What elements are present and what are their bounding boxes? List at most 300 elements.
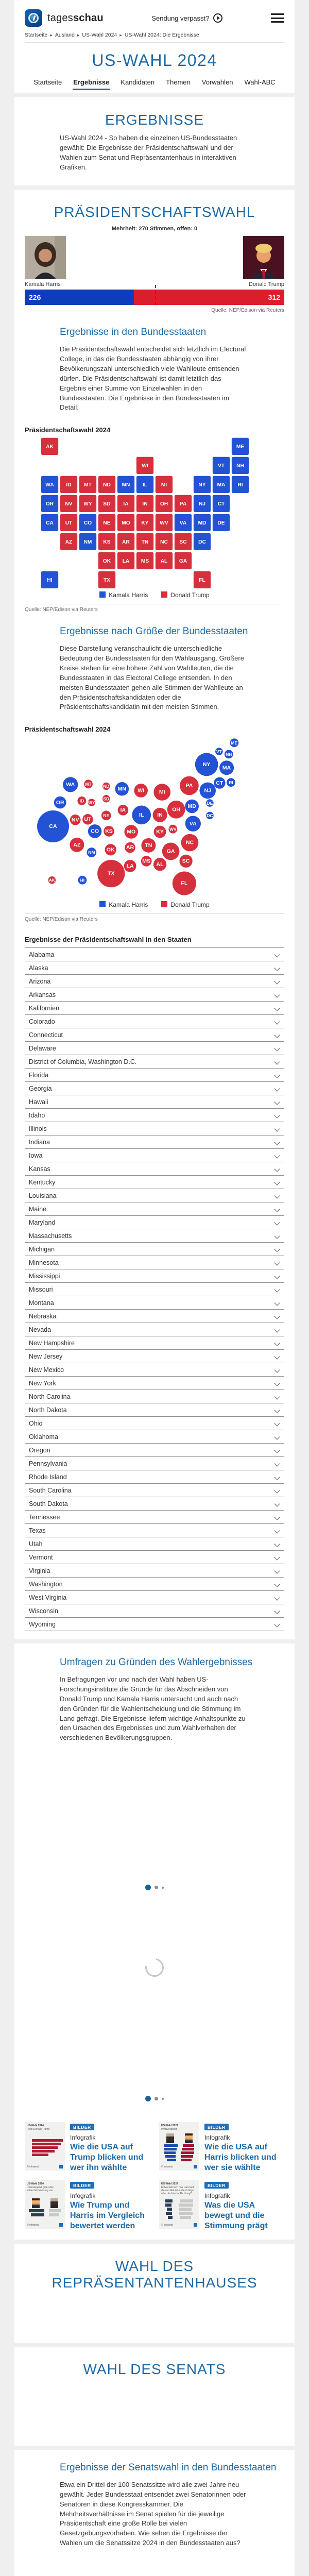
thumb-logo-icon	[194, 2165, 197, 2168]
svg-text:NY: NY	[202, 761, 211, 768]
state-accordion-row[interactable]	[25, 1282, 284, 1296]
tab-ergebnisse[interactable]: Ergebnisse	[73, 77, 110, 90]
chevron-down-icon	[274, 1434, 280, 1439]
state-bubble-OK[interactable]	[105, 844, 116, 855]
chevron-down-icon	[274, 1340, 280, 1346]
state-bubble-MI[interactable]	[153, 784, 170, 801]
thumb-bar-row	[161, 2148, 197, 2150]
thumb-footer-text: © infratest	[27, 2224, 39, 2227]
svg-text:NE: NE	[103, 813, 110, 819]
state-name: Ohio	[29, 1419, 43, 1427]
state-tile-MS[interactable]	[136, 552, 153, 569]
chevron-down-icon	[274, 1260, 280, 1265]
chevron-down-icon	[274, 1126, 280, 1131]
chevron-down-icon	[274, 1153, 280, 1158]
tagesschau-logo[interactable]	[25, 9, 104, 27]
state-bubble-AZ[interactable]	[70, 838, 84, 852]
state-bubble-WY[interactable]	[88, 799, 96, 807]
state-tile-MD[interactable]	[194, 514, 211, 531]
polls-text: In Befragungen vor und nach der Wahl haben US-Forschungsinstitute die Gründe für das Abschneiden von Donald Trump und Kamala Harris untersucht und auch nach den Gründen für die Wahlentscheidung und die Stimmung im Land gefragt. Die Ergebnisse liefern wichtige Anhaltspunkte zu den Ursachen des Ergebnisses und zum Wahlverhalten der verschiedenen Bevölkerungsgruppen.	[60, 1675, 246, 1742]
chevron-down-icon	[274, 1032, 280, 1038]
thumb-bar-row	[161, 2208, 197, 2211]
state-bubble-KY[interactable]	[154, 826, 166, 838]
state-name: Rhode Island	[29, 1473, 67, 1481]
svg-text:VA: VA	[189, 821, 197, 827]
carousel-dot[interactable]	[162, 1887, 164, 1889]
state-accordion-row[interactable]	[25, 1215, 284, 1229]
teaser-card[interactable]	[159, 2122, 284, 2173]
thumb-bar-row	[161, 2204, 197, 2207]
chevron-down-icon	[274, 1193, 280, 1198]
svg-text:NH: NH	[226, 752, 232, 757]
svg-text:CO: CO	[91, 828, 99, 835]
state-tile-IA[interactable]	[117, 495, 134, 512]
state-tile-MT[interactable]	[79, 476, 96, 493]
state-tile-SC[interactable]	[175, 533, 192, 550]
state-tile-AK[interactable]	[41, 438, 58, 455]
state-bubble-MO[interactable]	[124, 825, 138, 839]
svg-text:DE: DE	[217, 520, 225, 527]
svg-text:RI: RI	[229, 779, 233, 785]
breadcrumb-item[interactable]: US-Wahl 2024	[82, 32, 117, 38]
state-accordion-row[interactable]	[25, 1175, 284, 1189]
carousel-1-dots	[25, 1885, 284, 1890]
state-tile-OR[interactable]	[41, 495, 58, 512]
state-bubble-LA[interactable]	[124, 860, 136, 872]
state-name: Iowa	[29, 1151, 43, 1159]
state-bubble-IN[interactable]	[153, 808, 167, 822]
thumb-bar	[164, 2148, 177, 2150]
state-bubble-KS[interactable]	[104, 826, 114, 837]
state-tile-NM[interactable]	[79, 533, 96, 550]
state-tile-VA[interactable]	[175, 514, 192, 531]
svg-text:SD: SD	[103, 501, 111, 507]
carousel-dot[interactable]	[145, 2096, 151, 2102]
state-accordion-row[interactable]	[25, 1604, 284, 1617]
state-accordion-row[interactable]	[25, 1055, 284, 1068]
state-accordion-row[interactable]	[25, 1108, 284, 1122]
svg-text:ME: ME	[236, 444, 245, 450]
thumb-bar	[179, 2208, 192, 2211]
thumb-bar	[180, 2216, 191, 2219]
teaser-card[interactable]	[25, 2180, 150, 2231]
svg-text:AR: AR	[126, 844, 134, 851]
tab-wahl-abc[interactable]: Wahl-ABC	[244, 78, 276, 86]
state-accordion-row[interactable]	[25, 1189, 284, 1202]
state-tile-PA[interactable]	[175, 495, 192, 512]
state-accordion-row[interactable]	[25, 1577, 284, 1590]
state-tile-ND[interactable]	[98, 476, 115, 493]
state-tile-WA[interactable]	[41, 476, 58, 493]
state-accordion-row[interactable]	[25, 1028, 284, 1041]
svg-text:OR: OR	[56, 799, 64, 806]
state-accordion-row[interactable]	[25, 1510, 284, 1523]
state-tile-ID[interactable]	[60, 476, 77, 493]
svg-text:CO: CO	[83, 520, 92, 527]
state-bubble-DE[interactable]	[206, 800, 214, 807]
state-accordion-row[interactable]	[25, 1242, 284, 1256]
state-tile-RI[interactable]	[232, 476, 249, 493]
svg-text:TN: TN	[141, 539, 149, 546]
state-bubble-GA[interactable]	[162, 843, 180, 860]
state-tile-WI[interactable]	[136, 457, 153, 474]
state-tile-NC[interactable]	[156, 533, 173, 550]
state-accordion-row[interactable]	[25, 1296, 284, 1309]
loading-spinner	[142, 1955, 167, 1980]
state-accordion-row[interactable]	[25, 1041, 284, 1055]
state-tile-NE[interactable]	[98, 514, 115, 531]
thumb-bar	[32, 2150, 55, 2153]
thumb-bar	[168, 2216, 173, 2219]
state-bubble-TX[interactable]	[97, 860, 125, 887]
breadcrumb-item[interactable]: US-Wahl 2024: Die Ergebnisse	[124, 32, 199, 38]
svg-text:PA: PA	[179, 501, 187, 507]
state-tile-LA[interactable]	[117, 552, 134, 569]
state-accordion-row[interactable]	[25, 1269, 284, 1282]
state-tile-SD[interactable]	[98, 495, 115, 512]
candidate-name-trump: Donald Trump	[248, 281, 284, 288]
state-bubble-WV[interactable]	[168, 825, 177, 834]
svg-text:ID: ID	[79, 798, 84, 804]
thumb-bar	[164, 2144, 178, 2147]
svg-text:CA: CA	[46, 520, 54, 527]
teaser-title[interactable]: Wie die USA auf Trump blicken und wer ihn wählte	[70, 2143, 144, 2173]
state-accordion-row[interactable]	[25, 1497, 284, 1510]
state-bubble-NC[interactable]	[181, 834, 199, 852]
state-accordion-row[interactable]	[25, 1095, 284, 1108]
bilder-badge: BILDER	[70, 2182, 94, 2189]
state-accordion-row[interactable]	[25, 1135, 284, 1148]
state-accordion-row[interactable]	[25, 1068, 284, 1081]
state-accordion-row[interactable]	[25, 1564, 284, 1577]
svg-text:KY: KY	[156, 828, 164, 835]
state-bubble-VA[interactable]	[185, 816, 201, 832]
state-accordion-row[interactable]	[25, 1349, 284, 1363]
state-tile-CA[interactable]	[41, 514, 58, 531]
state-tile-OK[interactable]	[98, 552, 115, 569]
menu-icon[interactable]	[271, 13, 284, 23]
state-bubble-AR[interactable]	[125, 842, 135, 853]
thumb-bar	[180, 2199, 193, 2202]
state-tile-MN[interactable]	[117, 476, 134, 493]
teaser-card[interactable]	[25, 2122, 150, 2173]
chevron-down-icon	[274, 1327, 280, 1332]
state-accordion-row[interactable]	[25, 1483, 284, 1497]
state-tile-ME[interactable]	[232, 438, 249, 455]
state-tile-NJ[interactable]	[194, 495, 211, 512]
state-accordion-row[interactable]	[25, 1430, 284, 1443]
state-bubble-NE[interactable]	[101, 811, 111, 821]
svg-text:AZ: AZ	[65, 539, 73, 546]
state-tile-KY[interactable]	[136, 514, 153, 531]
state-bubble-VT[interactable]	[215, 748, 223, 756]
thumb-bar	[49, 2213, 59, 2216]
svg-text:AZ: AZ	[73, 842, 81, 849]
state-accordion-row[interactable]	[25, 1470, 284, 1483]
state-bubble-IL[interactable]	[132, 806, 151, 825]
svg-text:NH: NH	[236, 463, 244, 469]
state-tile-CT[interactable]	[213, 495, 230, 512]
state-accordion-row[interactable]	[25, 1323, 284, 1336]
chevron-down-icon	[274, 1621, 280, 1627]
state-tile-DE[interactable]	[213, 514, 230, 531]
carousel-dot[interactable]	[154, 1886, 158, 1889]
state-name: Montana	[29, 1299, 54, 1307]
state-tile-NH[interactable]	[232, 457, 249, 474]
chevron-down-icon	[274, 1086, 280, 1091]
teaser-grid	[25, 2122, 284, 2231]
state-bubble-WA[interactable]	[63, 777, 78, 792]
state-name: South Carolina	[29, 1486, 72, 1494]
svg-text:TN: TN	[145, 842, 152, 849]
teaser-title[interactable]: Wie Trump und Harris im Vergleich bewertet werden	[70, 2201, 145, 2231]
state-accordion-row[interactable]	[25, 947, 284, 961]
state-bubble-DC[interactable]	[206, 812, 214, 820]
state-accordion-row[interactable]	[25, 1309, 284, 1323]
state-accordion-row[interactable]	[25, 1148, 284, 1162]
state-bubble-NJ[interactable]	[199, 783, 216, 799]
thumb-bar	[167, 2208, 172, 2211]
state-bubble-OH[interactable]	[167, 801, 185, 819]
state-accordion-row[interactable]	[25, 1202, 284, 1215]
poll-carousel-2	[25, 1958, 284, 2113]
chevron-down-icon	[274, 1595, 280, 1600]
state-name: New York	[29, 1379, 56, 1387]
state-tile-AL[interactable]	[156, 552, 173, 569]
state-bubble-SD[interactable]	[102, 795, 110, 803]
state-accordion-row[interactable]	[25, 974, 284, 988]
state-accordion-row[interactable]	[25, 1336, 284, 1349]
svg-text:IL: IL	[139, 812, 144, 819]
harris-votes: 226	[29, 293, 41, 302]
state-bubble-CT[interactable]	[214, 777, 225, 789]
svg-text:WY: WY	[88, 800, 95, 805]
state-tile-FL[interactable]	[194, 571, 211, 588]
thumb-bar-row	[27, 2209, 63, 2212]
tab-vorwahlen[interactable]: Vorwahlen	[201, 78, 233, 86]
state-accordion-row[interactable]	[25, 1456, 284, 1470]
thumb-bar	[167, 2159, 176, 2161]
svg-text:DE: DE	[207, 801, 213, 806]
svg-text:RI: RI	[237, 482, 243, 488]
svg-text:OH: OH	[160, 501, 168, 507]
svg-text:MO: MO	[127, 828, 136, 835]
candidate-name-harris: Kamala Harris	[25, 281, 61, 288]
state-tile-NV[interactable]	[60, 495, 77, 512]
state-bubble-HI[interactable]	[78, 876, 87, 885]
chevron-down-icon	[274, 1447, 280, 1453]
svg-text:AL: AL	[160, 558, 168, 565]
thumb-bar	[179, 2212, 193, 2215]
state-tile-CO[interactable]	[79, 514, 96, 531]
tagesschau-wordmark: tagesschau	[47, 12, 104, 24]
chevron-down-icon	[274, 1139, 280, 1145]
state-tile-MA[interactable]	[213, 476, 230, 493]
state-tile-MI[interactable]	[156, 476, 173, 493]
bilder-badge: BILDER	[70, 2124, 94, 2130]
teaser-title[interactable]: Was die USA bewegt und die Stimmung prägt	[204, 2201, 268, 2231]
state-name: Washington	[29, 1580, 63, 1588]
state-name: New Mexico	[29, 1366, 64, 1374]
state-bubble-PA[interactable]	[180, 776, 199, 795]
svg-text:MI: MI	[159, 789, 165, 795]
teaser-card[interactable]	[159, 2180, 284, 2231]
state-bubble-MS[interactable]	[141, 856, 152, 867]
state-tile-AR[interactable]	[117, 533, 134, 550]
state-tile-GA[interactable]	[175, 552, 192, 569]
svg-text:CA: CA	[49, 823, 57, 830]
state-bubble-AL[interactable]	[153, 858, 166, 871]
state-bubble-MT[interactable]	[84, 780, 93, 789]
svg-text:FL: FL	[199, 578, 205, 584]
teaser-text	[204, 2122, 284, 2173]
map-title: Präsidentschaftswahl 2024	[25, 426, 111, 434]
intro-card	[14, 97, 295, 185]
trump-photo	[243, 236, 284, 279]
legend-item	[99, 591, 148, 599]
state-bubble-RI[interactable]	[227, 778, 235, 787]
state-tile-UT[interactable]	[60, 514, 77, 531]
state-bubble-AK[interactable]	[48, 876, 56, 884]
state-bubble-OR[interactable]	[54, 796, 66, 809]
carousel-dot[interactable]	[162, 2098, 164, 2100]
state-tile-OH[interactable]	[156, 495, 173, 512]
svg-text:NJ: NJ	[204, 787, 211, 794]
state-tile-TX[interactable]	[98, 571, 115, 588]
svg-text:MD: MD	[198, 520, 207, 527]
legend-swatch	[99, 901, 106, 907]
svg-text:SD: SD	[103, 796, 110, 802]
state-tile-IN[interactable]	[136, 495, 153, 512]
state-accordion-row[interactable]	[25, 1590, 284, 1604]
size-section-text: Diese Darstellung veranschaulicht die unterschiedliche Bedeutung der Bundesstaaten für den Wahlausgang. Größere Kreise stehen für eine höhere Zahl von Wahlleuten, die die Bundesstaaten in das Electoral College entsenden. In den meisten Bundesstaaten gehen alle Stimmen der Wahlleute an den Präsidentschaftskandidaten oder die Präsidentschaftskandidatin mit den meisten Stimmen.	[60, 645, 244, 711]
chevron-down-icon	[274, 1528, 280, 1533]
state-tile-HI[interactable]	[41, 571, 58, 588]
state-name: Wisconsin	[29, 1607, 58, 1615]
state-accordion-row[interactable]	[25, 1229, 284, 1242]
svg-text:CT: CT	[216, 780, 224, 787]
state-bubble-NM[interactable]	[87, 848, 96, 857]
breadcrumb-separator: ▸	[119, 32, 122, 38]
carousel-dot[interactable]	[154, 2097, 158, 2100]
state-bubble-ME[interactable]	[230, 739, 238, 748]
svg-text:IN: IN	[157, 812, 163, 819]
state-accordion-row[interactable]	[25, 1162, 284, 1175]
thumb-subtitle: Profilvergleich	[161, 2127, 178, 2131]
state-bubble-MN[interactable]	[115, 782, 129, 796]
svg-text:AR: AR	[122, 539, 130, 546]
breadcrumb-item[interactable]: Startseite	[25, 32, 48, 38]
state-bubble-WI[interactable]	[134, 784, 148, 798]
state-tile-DC[interactable]	[194, 533, 211, 550]
state-accordion-row[interactable]	[25, 1014, 284, 1028]
state-bubble-FL[interactable]	[173, 872, 196, 895]
breadcrumb-item[interactable]: Ausland	[55, 32, 75, 38]
state-bubble-IA[interactable]	[118, 805, 129, 816]
breadcrumb	[25, 32, 284, 43]
state-bubble-NH[interactable]	[225, 750, 233, 759]
trump-votes: 312	[268, 293, 280, 302]
carousel-dot[interactable]	[145, 1885, 151, 1890]
state-tile-AZ[interactable]	[60, 533, 77, 550]
svg-text:TX: TX	[108, 870, 115, 877]
state-name: Georgia	[29, 1084, 52, 1092]
svg-text:ND: ND	[103, 482, 111, 488]
state-accordion-row[interactable]	[25, 1376, 284, 1389]
state-bubble-TN[interactable]	[141, 838, 156, 853]
state-accordion-row[interactable]	[25, 1403, 284, 1416]
state-name: Idaho	[29, 1111, 45, 1119]
state-bubble-MA[interactable]	[219, 760, 234, 775]
chevron-down-icon	[274, 965, 280, 971]
state-accordion-row[interactable]	[25, 1256, 284, 1269]
chevron-down-icon	[274, 1394, 280, 1399]
state-name: New Hampshire	[29, 1339, 75, 1347]
state-tile-MO[interactable]	[117, 514, 134, 531]
state-accordion-row[interactable]	[25, 1537, 284, 1550]
svg-text:SC: SC	[179, 539, 187, 546]
tab-themen[interactable]: Themen	[166, 78, 191, 86]
thumb-bar-row	[27, 2139, 63, 2142]
state-tile-TN[interactable]	[136, 533, 153, 550]
state-bubble-CO[interactable]	[88, 824, 102, 838]
state-accordion-row[interactable]	[25, 1443, 284, 1456]
state-tile-NY[interactable]	[194, 476, 211, 493]
state-tile-KS[interactable]	[98, 533, 115, 550]
state-tile-IL[interactable]	[136, 476, 153, 493]
thumb-bar	[179, 2204, 193, 2207]
state-accordion-row[interactable]	[25, 1001, 284, 1014]
state-tile-WY[interactable]	[79, 495, 96, 512]
state-name: Vermont	[29, 1553, 53, 1561]
state-bubble-SC[interactable]	[179, 855, 192, 868]
polls-heading: Umfragen zu Gründen des Wahlergebnisses	[60, 1657, 253, 1668]
state-accordion-row[interactable]	[25, 1081, 284, 1095]
state-bubble-NV[interactable]	[70, 815, 81, 825]
tab-kandidaten[interactable]: Kandidaten	[121, 78, 155, 86]
teaser-title[interactable]: Wie die USA auf Harris blicken und wer sie wählte	[204, 2143, 277, 2173]
state-accordion-row[interactable]	[25, 988, 284, 1001]
state-bubble-CA[interactable]	[37, 810, 69, 842]
svg-text:ME: ME	[231, 740, 238, 746]
state-accordion-row[interactable]	[25, 1389, 284, 1403]
tab-startseite[interactable]: Startseite	[33, 78, 62, 86]
state-bubble-MD[interactable]	[185, 800, 199, 814]
sendung-verpasst-link[interactable]	[109, 13, 266, 23]
state-accordion-row[interactable]	[25, 1550, 284, 1564]
thumb-bar-row	[161, 2151, 197, 2154]
chevron-down-icon	[274, 1206, 280, 1212]
svg-text:PA: PA	[185, 783, 193, 789]
state-accordion-row[interactable]	[25, 1617, 284, 1631]
state-accordion-row[interactable]	[25, 961, 284, 974]
state-accordion-row[interactable]	[25, 1416, 284, 1430]
state-bubble-ND[interactable]	[102, 783, 110, 790]
teaser-text	[204, 2180, 284, 2231]
state-bubble-NY[interactable]	[195, 753, 218, 776]
state-tile-VT[interactable]	[213, 457, 230, 474]
state-bubble-ID[interactable]	[77, 796, 86, 805]
state-accordion-row[interactable]	[25, 1523, 284, 1537]
thumb-logo-icon	[59, 2223, 63, 2227]
states-accordion-title: Ergebnisse der Präsidentschaftswahl in den Staaten	[25, 936, 192, 944]
state-accordion-row[interactable]	[25, 1363, 284, 1376]
state-tile-WV[interactable]	[156, 514, 173, 531]
chevron-down-icon	[274, 1300, 280, 1306]
state-accordion-row[interactable]	[25, 1122, 284, 1135]
state-bubble-UT[interactable]	[82, 814, 93, 825]
thumb-bar	[181, 2151, 194, 2154]
